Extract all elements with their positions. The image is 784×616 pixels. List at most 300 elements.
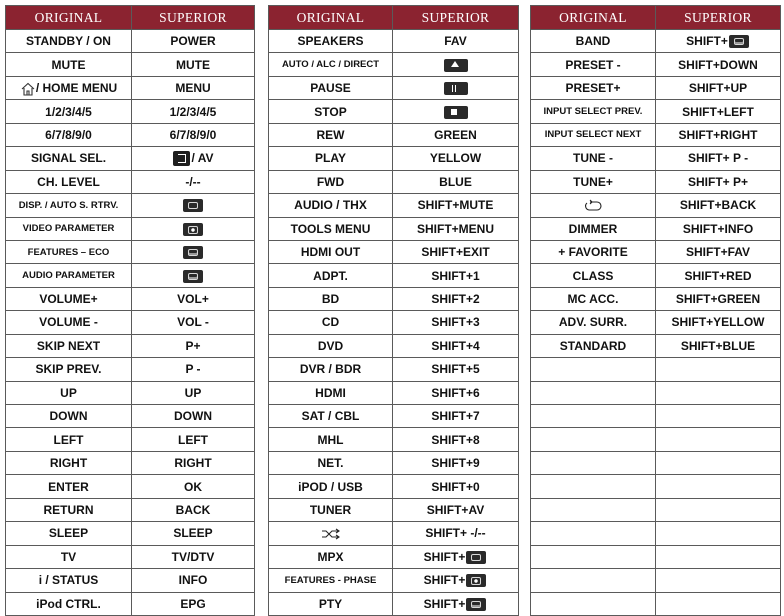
superior-cell: [132, 592, 255, 615]
superior-cell: [393, 569, 519, 592]
superior-cell: [656, 358, 781, 381]
original-cell: [269, 287, 393, 310]
remote-key-icon: [183, 270, 203, 283]
superior-cell: [132, 53, 255, 76]
superior-cell: [132, 100, 255, 123]
table-row: [6, 264, 255, 287]
superior-label: SHIFT+: [423, 573, 466, 588]
original-label: 1/2/3/4/5: [45, 104, 92, 119]
pause-icon: [444, 82, 468, 95]
table-row: [6, 475, 255, 498]
superior-cell: [393, 381, 519, 404]
original-cell: [6, 381, 132, 404]
superior-cell: [656, 334, 781, 357]
table-row: [6, 311, 255, 334]
superior-cell: [393, 30, 519, 53]
original-cell: [531, 569, 656, 592]
original-cell: [269, 334, 393, 357]
original-label: AUDIO / THX: [294, 198, 367, 213]
original-cell: [269, 53, 393, 76]
superior-label: SHIFT+DOWN: [678, 57, 758, 72]
original-label: iPOD / USB: [298, 479, 363, 494]
original-label: INPUT SELECT PREV.: [543, 106, 643, 118]
superior-label: P+: [185, 338, 201, 353]
table-row: [6, 287, 255, 310]
original-label: TUNE+: [573, 174, 613, 189]
original-label: FEATURES – ECO: [27, 246, 110, 258]
superior-label: SHIFT+UP: [688, 81, 748, 96]
superior-label: SHIFT+3: [431, 315, 480, 330]
header-original: ORIGINAL: [269, 6, 393, 30]
original-cell: [531, 405, 656, 428]
original-cell: [6, 264, 132, 287]
superior-label: MENU: [175, 81, 211, 96]
table-row: [6, 30, 255, 53]
original-cell: [269, 592, 393, 615]
superior-cell: [393, 147, 519, 170]
superior-cell: [132, 545, 255, 568]
original-label: STOP: [314, 104, 347, 119]
original-label: HDMI OUT: [300, 245, 361, 260]
original-cell: [6, 30, 132, 53]
superior-label: MUTE: [176, 57, 210, 72]
superior-label: 1/2/3/4/5: [169, 104, 217, 119]
superior-cell: [132, 76, 255, 99]
table-row: [269, 381, 519, 404]
original-label: FEATURES - PHASE: [284, 574, 377, 586]
original-label: SLEEP: [48, 526, 89, 541]
superior-cell: [393, 545, 519, 568]
original-cell: [6, 545, 132, 568]
superior-label: SHIFT+1: [431, 268, 480, 283]
header-original: ORIGINAL: [6, 6, 132, 30]
table-row: [6, 147, 255, 170]
superior-label: BACK: [175, 502, 211, 517]
original-cell: [269, 522, 393, 545]
remote-key-icon: [183, 246, 203, 259]
original-label: CH. LEVEL: [37, 174, 100, 189]
superior-cell: [656, 147, 781, 170]
superior-cell: [656, 475, 781, 498]
original-label: PRESET -: [565, 57, 621, 72]
superior-cell: [393, 428, 519, 451]
original-cell: [531, 451, 656, 474]
superior-cell: [393, 498, 519, 521]
original-label: i / STATUS: [38, 573, 99, 588]
superior-label: SHIFT+AV: [426, 502, 485, 517]
original-label: PTY: [318, 596, 343, 611]
original-cell: [531, 30, 656, 53]
original-cell: [269, 475, 393, 498]
superior-cell: [132, 569, 255, 592]
superior-label: TV/DTV: [171, 549, 215, 564]
table-row: [6, 170, 255, 193]
superior-label: UP: [184, 385, 202, 400]
original-cell: [531, 194, 656, 217]
superior-label: OK: [184, 479, 202, 494]
original-cell: [6, 592, 132, 615]
table-row: [269, 287, 519, 310]
original-label: AUDIO PARAMETER: [22, 270, 115, 282]
table-row: [269, 569, 519, 592]
remote-key-icon: [729, 35, 749, 48]
superior-label: SHIFT+ P -: [687, 151, 749, 166]
remote-key-icon: [183, 199, 203, 212]
original-label: SIGNAL SEL.: [30, 151, 107, 166]
original-cell: [531, 170, 656, 193]
table-row: [531, 381, 781, 404]
superior-cell: [656, 123, 781, 146]
superior-cell: [656, 451, 781, 474]
input-icon: [173, 151, 190, 166]
original-cell: [531, 358, 656, 381]
table-row: [269, 522, 519, 545]
superior-label: SHIFT+BACK: [679, 198, 757, 213]
table-row: [6, 592, 255, 615]
original-label: HDMI: [315, 385, 346, 400]
original-label: FWD: [316, 174, 345, 189]
original-cell: [269, 358, 393, 381]
original-label: BD: [321, 292, 340, 307]
superior-cell: [393, 522, 519, 545]
table-row: [531, 428, 781, 451]
table-row: [531, 147, 781, 170]
original-cell: [6, 100, 132, 123]
table-row: [531, 545, 781, 568]
superior-cell: [393, 358, 519, 381]
table-row: [269, 194, 519, 217]
superior-label: 6/7/8/9/0: [169, 127, 217, 142]
superior-label: SHIFT+: [423, 596, 466, 611]
table-row: [269, 358, 519, 381]
original-label: SKIP NEXT: [36, 338, 101, 353]
original-label: RETURN: [43, 502, 94, 517]
original-label: REW: [316, 127, 345, 142]
original-cell: [6, 522, 132, 545]
superior-label: DOWN: [174, 409, 212, 424]
superior-cell: [656, 287, 781, 310]
table-row: [6, 334, 255, 357]
mapping-table-3: [530, 5, 781, 616]
superior-cell: [656, 217, 781, 240]
superior-cell: [656, 76, 781, 99]
superior-cell: [393, 100, 519, 123]
original-cell: [531, 53, 656, 76]
table-row: [531, 123, 781, 146]
superior-cell: [132, 287, 255, 310]
superior-cell: [393, 76, 519, 99]
original-cell: [6, 147, 132, 170]
stop-icon: [444, 106, 468, 119]
table-row: [269, 451, 519, 474]
superior-cell: [393, 264, 519, 287]
superior-cell: [132, 498, 255, 521]
superior-cell: [132, 405, 255, 428]
superior-label: SHIFT+RED: [684, 268, 752, 283]
superior-label: SHIFT+BLUE: [680, 338, 756, 353]
superior-cell: [393, 592, 519, 615]
superior-cell: [656, 592, 781, 615]
original-cell: [6, 53, 132, 76]
superior-label: SHIFT+GREEN: [675, 292, 761, 307]
table-row: [269, 100, 519, 123]
mapping-table-2: [268, 5, 519, 616]
superior-cell: [656, 498, 781, 521]
superior-cell: [656, 522, 781, 545]
table-row: [531, 217, 781, 240]
superior-label: BLUE: [439, 174, 472, 189]
superior-label: SHIFT+EXIT: [421, 245, 490, 260]
superior-cell: [656, 170, 781, 193]
original-label: TV: [60, 549, 77, 564]
original-cell: [269, 381, 393, 404]
eject-icon: [444, 59, 468, 72]
table-row: [6, 428, 255, 451]
superior-cell: [656, 30, 781, 53]
superior-cell: [656, 53, 781, 76]
superior-cell: [656, 311, 781, 334]
original-cell: [269, 498, 393, 521]
original-label: ADPT.: [313, 268, 348, 283]
repeat-icon: [581, 199, 605, 213]
table-row: [6, 217, 255, 240]
table-row: [269, 147, 519, 170]
original-label: VIDEO PARAMETER: [22, 223, 115, 235]
original-cell: [531, 381, 656, 404]
table-row: [6, 100, 255, 123]
original-cell: [6, 194, 132, 217]
original-cell: [6, 311, 132, 334]
superior-label: SHIFT+2: [431, 292, 480, 307]
superior-label: SHIFT+MENU: [416, 221, 494, 236]
superior-cell: [132, 358, 255, 381]
superior-cell: [656, 381, 781, 404]
table-row: [6, 451, 255, 474]
original-label: MC ACC.: [567, 292, 619, 307]
superior-cell: [656, 569, 781, 592]
superior-cell: [656, 405, 781, 428]
original-label: iPod CTRL.: [36, 596, 101, 611]
original-cell: [531, 264, 656, 287]
original-cell: [531, 545, 656, 568]
original-cell: [6, 170, 132, 193]
superior-label: SHIFT+6: [431, 385, 480, 400]
original-label: MHL: [317, 432, 344, 447]
table-row: [531, 405, 781, 428]
original-cell: [269, 451, 393, 474]
superior-label: SHIFT+: [686, 34, 728, 49]
original-label: STANDBY / ON: [26, 34, 111, 49]
original-cell: [269, 217, 393, 240]
table-row: [531, 451, 781, 474]
superior-label: SHIFT+7: [431, 409, 480, 424]
table-row: [269, 311, 519, 334]
original-cell: [6, 217, 132, 240]
superior-cell: [393, 194, 519, 217]
original-label: DVD: [317, 338, 344, 353]
superior-label: SHIFT+MUTE: [417, 198, 494, 213]
original-cell: [531, 475, 656, 498]
superior-label: EPG: [180, 596, 206, 611]
superior-cell: [132, 194, 255, 217]
superior-label: SHIFT+LEFT: [682, 104, 754, 119]
superior-label: / AV: [191, 150, 214, 165]
table-row: [6, 76, 255, 99]
superior-cell: [656, 100, 781, 123]
table-row: [531, 498, 781, 521]
original-cell: [269, 170, 393, 193]
table-row: [6, 498, 255, 521]
superior-cell: [132, 170, 255, 193]
table-row: [531, 522, 781, 545]
original-label: UP: [60, 385, 77, 400]
original-cell: [269, 76, 393, 99]
original-cell: [6, 123, 132, 146]
table-row: [531, 287, 781, 310]
original-cell: [531, 100, 656, 123]
table-row: [269, 545, 519, 568]
superior-label: FAV: [444, 34, 467, 49]
header-original: ORIGINAL: [531, 6, 656, 30]
original-label: / HOME MENU: [35, 80, 118, 95]
original-cell: [269, 147, 393, 170]
superior-cell: [393, 287, 519, 310]
original-cell: [531, 334, 656, 357]
original-cell: [6, 358, 132, 381]
remote-key-icon: [466, 574, 486, 587]
original-label: ENTER: [48, 479, 89, 494]
original-cell: [6, 405, 132, 428]
original-cell: [6, 76, 132, 99]
table-row: [6, 405, 255, 428]
original-cell: [531, 428, 656, 451]
superior-cell: [132, 30, 255, 53]
superior-label: SHIFT+8: [431, 432, 480, 447]
header-superior: SUPERIOR: [393, 6, 519, 30]
original-label: LEFT: [53, 432, 84, 447]
superior-cell: [132, 381, 255, 404]
table-row: [531, 30, 781, 53]
table-row: [6, 240, 255, 263]
original-label: AUTO / ALC / DIRECT: [281, 59, 380, 71]
table-row: [531, 170, 781, 193]
superior-cell: [656, 240, 781, 263]
table-row: [269, 53, 519, 76]
table-row: [531, 334, 781, 357]
superior-cell: [393, 405, 519, 428]
table-row: [269, 30, 519, 53]
original-label: CD: [321, 315, 340, 330]
original-cell: [531, 498, 656, 521]
table-row: [6, 381, 255, 404]
table-row: [6, 194, 255, 217]
original-cell: [269, 194, 393, 217]
superior-cell: [393, 170, 519, 193]
table-row: [531, 358, 781, 381]
table-row: [6, 123, 255, 146]
superior-cell: [656, 264, 781, 287]
superior-cell: [656, 194, 781, 217]
superior-label: INFO: [178, 573, 208, 588]
superior-cell: [132, 217, 255, 240]
superior-label: RIGHT: [174, 456, 212, 471]
original-cell: [269, 100, 393, 123]
table-row: [269, 334, 519, 357]
original-cell: [6, 334, 132, 357]
superior-cell: [393, 240, 519, 263]
original-label: TOOLS MENU: [290, 221, 371, 236]
superior-cell: [132, 451, 255, 474]
superior-cell: [393, 217, 519, 240]
table-row: [269, 498, 519, 521]
remote-key-icon: [466, 551, 486, 564]
original-label: DOWN: [49, 409, 88, 424]
original-cell: [269, 264, 393, 287]
superior-cell: [393, 311, 519, 334]
superior-cell: [132, 334, 255, 357]
superior-cell: [393, 334, 519, 357]
original-cell: [6, 287, 132, 310]
superior-label: SHIFT+FAV: [685, 245, 751, 260]
remote-key-icon: [466, 598, 486, 611]
superior-cell: [132, 428, 255, 451]
table-row: [531, 569, 781, 592]
original-cell: [6, 475, 132, 498]
table-row: [6, 545, 255, 568]
superior-cell: [393, 123, 519, 146]
remote-key-icon: [183, 223, 203, 236]
shuffle-icon: [321, 528, 341, 540]
superior-label: GREEN: [434, 127, 477, 142]
superior-cell: [132, 123, 255, 146]
superior-label: SHIFT+0: [431, 479, 480, 494]
original-label: MUTE: [51, 57, 86, 72]
original-cell: [269, 405, 393, 428]
header-superior: SUPERIOR: [656, 6, 781, 30]
original-cell: [269, 569, 393, 592]
superior-cell: [132, 147, 255, 170]
original-label: VOLUME+: [39, 292, 98, 307]
table-row: [269, 405, 519, 428]
original-cell: [269, 428, 393, 451]
table-row: [6, 53, 255, 76]
superior-cell: [393, 475, 519, 498]
original-label: CLASS: [572, 268, 614, 283]
superior-label: -/--: [185, 174, 201, 189]
superior-label: SLEEP: [173, 526, 213, 541]
original-label: DIMMER: [568, 221, 618, 236]
superior-label: SHIFT+9: [431, 456, 480, 471]
original-label: DVR / BDR: [299, 362, 362, 377]
original-label: SPEAKERS: [297, 34, 364, 49]
table-row: [531, 100, 781, 123]
superior-cell: [393, 53, 519, 76]
table-row: [269, 76, 519, 99]
original-label: BAND: [575, 34, 611, 49]
table-row: [269, 123, 519, 146]
table-row: [269, 170, 519, 193]
original-cell: [6, 428, 132, 451]
original-cell: [531, 592, 656, 615]
original-cell: [531, 240, 656, 263]
original-cell: [531, 147, 656, 170]
original-label: PLAY: [315, 151, 346, 166]
original-label: MPX: [317, 549, 344, 564]
original-label: ADV. SURR.: [558, 315, 628, 330]
table-row: [269, 240, 519, 263]
superior-label: SHIFT+5: [431, 362, 480, 377]
table-row: [269, 264, 519, 287]
